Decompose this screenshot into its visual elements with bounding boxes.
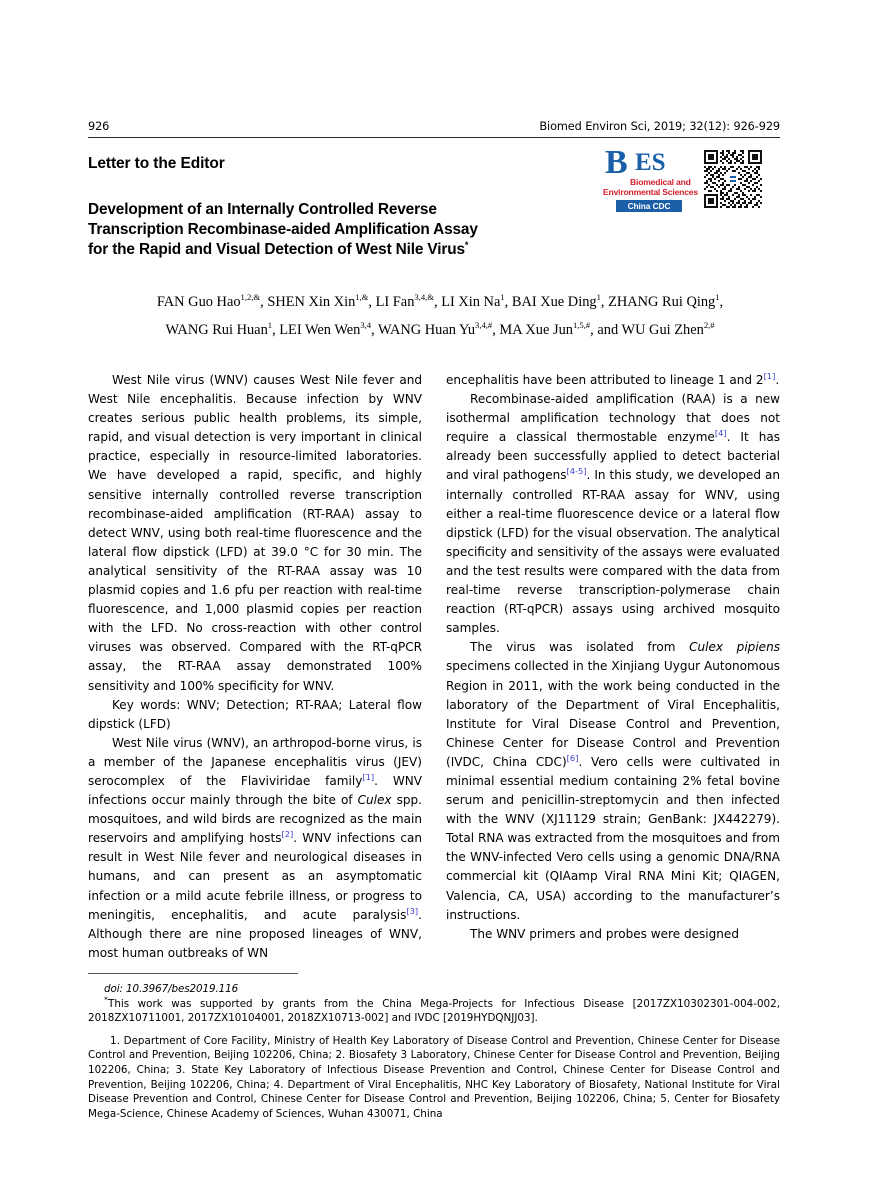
body-paragraph bbox=[88, 696, 422, 734]
body-paragraph bbox=[88, 734, 422, 963]
bes-letter-b: B bbox=[605, 144, 628, 181]
author-affiliation-marker: 3,4,& bbox=[414, 292, 434, 303]
running-head bbox=[88, 120, 780, 133]
author-name: ZHANG Rui Qing bbox=[608, 294, 716, 310]
author-affiliation-marker: 1,5,# bbox=[572, 320, 591, 331]
text-run: . It has already been successfully applied to detect bacterial and viral pathogens bbox=[446, 430, 780, 483]
bes-subtitle-line1: Biomedical and bbox=[630, 177, 691, 187]
text-run: encephalitis have been attributed to lineage 1 and 2 bbox=[446, 373, 764, 387]
text-run: . bbox=[775, 373, 780, 387]
italic-term: Culex pipiens bbox=[689, 640, 780, 655]
body-paragraph bbox=[446, 390, 780, 638]
title-line-1: Development of an Internally Controlled Reverse bbox=[88, 201, 437, 218]
text-run: . WNV infections occur mainly through the bite of bbox=[88, 773, 422, 808]
text-run: . WNV infections can result in West Nile fever and neurological diseases in humans, and can present as an asymptomatic infection or a mild acute febrile illness, or progress to meningitis, encephalitis, and acute paralysis bbox=[88, 831, 422, 922]
text-run: . Although there are nine proposed lineages of WNV, most human outbreaks of WN bbox=[88, 907, 422, 960]
citation-reference: [2] bbox=[281, 829, 294, 840]
citation-reference: [6] bbox=[566, 752, 579, 763]
author-name: LEI Wen Wen bbox=[279, 322, 361, 338]
page-number: 926 bbox=[88, 120, 110, 133]
citation-reference: [4-5] bbox=[566, 466, 587, 477]
header-divider bbox=[88, 137, 780, 138]
text-run: West Nile virus (WNV) causes West Nile fever and West Nile encephalitis. Because infection by WNV creates serious public health problems, its simple, rapid, and visual detection is very important in clinical practice, especially in resource-limited laboratories. We have developed a rapid, specific, and highly sensitive internally controlled reverse transcription recombinase-aided amplification (RT-RAA) assay to detect WNV, using both real-time fluorescence and the lateral flow dipstick (LFD) at 39.0 °C for 30 min. The analytical sensitivity of the RT-RAA assay was 10 plasmid copies and 1.6 pfu per reaction with real-time fluorescence, and 1,000 plasmid copies per reaction with the LFD. No cross-reaction with other control viruses was observed. Compared with the RT-qPCR assay, the RT-RAA assay demonstrated 100% sensitivity and 100% specificity for WNV. bbox=[88, 373, 422, 693]
section-label: Letter to the Editor bbox=[88, 155, 225, 172]
doi-text: doi: 10.3967/bes2019.116 bbox=[104, 983, 239, 995]
text-run: spp. mosquitoes, and wild birds are recognized as the main reservoirs and amplifying hosts bbox=[88, 793, 422, 846]
citation-reference: [4] bbox=[714, 428, 727, 439]
title-line-3: for the Rapid and Visual Detection of West Nile Virus bbox=[88, 241, 465, 259]
author-name: SHEN Xin Xin bbox=[267, 294, 356, 310]
text-run: specimens collected in the Xinjiang Uygur Autonomous Region in 2011, with the work being conducted in the laboratory of the Department of Viral Encephalitis, Institute for Viral Disease Control and Prevention, Chinese Center for Disease Control and Prevention (IVDC, China CDC) bbox=[446, 659, 780, 769]
bes-publisher-bar: China CDC bbox=[616, 200, 682, 212]
author-affiliation-marker: 1,2,& bbox=[240, 292, 261, 303]
body-paragraph bbox=[88, 371, 422, 696]
author-name: LI Fan bbox=[375, 294, 415, 310]
author-name: WANG Huan Yu bbox=[378, 322, 476, 338]
author-affiliation-marker: 1 bbox=[715, 292, 720, 303]
qr-code-icon bbox=[704, 150, 762, 208]
page-title bbox=[88, 200, 593, 261]
author-line-1: FAN Guo Hao$^{1,2,\&}$, SHEN Xin Xin$^{1,\&}$, LI Fan$^{3,4,\&}$, LI Xin Na$^1$, BAI Xue Ding$^1$, ZHANG Rui Qing$^1$, bbox=[156, 292, 724, 310]
text-run: The WNV primers and probes were designed bbox=[470, 926, 739, 941]
author-name: LI Xin Na bbox=[441, 294, 501, 310]
body-columns bbox=[88, 370, 780, 960]
author-affiliation-marker: 1 bbox=[596, 292, 601, 303]
author-affiliation-marker: 1 bbox=[500, 292, 505, 303]
body-paragraph bbox=[446, 638, 780, 924]
text-run: West Nile virus (WNV), an arthropod-borne virus, is a member of the Japanese encephalitis virus (JEV) serocomplex of the Flaviviridae family bbox=[88, 735, 422, 788]
citation-reference: [1] bbox=[763, 370, 776, 381]
citation-reference: [1] bbox=[362, 771, 375, 782]
footnote-divider bbox=[88, 973, 298, 974]
bes-letters-es: ES bbox=[635, 149, 666, 176]
body-paragraph bbox=[446, 371, 780, 390]
funding-text: This work was supported by grants from the China Mega-Projects for Infectious Disease [2017ZX10302301-004-002, 2018ZX10711001, 2017ZX10104001, 2018ZX10713-002] and IVDC [2019HYDQNJJ03]. bbox=[88, 997, 780, 1025]
author-name: MA Xue Jun bbox=[499, 322, 573, 338]
funding-marker: * bbox=[104, 995, 108, 1005]
author-affiliation-marker: 1,& bbox=[355, 292, 369, 303]
text-run: Recombinase-aided amplification (RAA) is a new isothermal amplification technology that does not require a classical thermostable enzyme bbox=[446, 392, 780, 445]
author-list bbox=[110, 288, 770, 344]
author-affiliation-marker: 2,# bbox=[703, 320, 715, 331]
author-affiliation-marker: 3,4 bbox=[360, 320, 372, 331]
text-run: . Vero cells were cultivated in minimal essential medium containing 2% fetal bovine serum and penicillin-streptomycin and then infected with the WNV (XJ11129 strain; GenBank: JX442279). Total RNA was extracted from the mosquitoes and from the WNV-infected Vero cells using a genomic DNA/RNA commercial kit (QIAamp Viral RNA Mini Kit; QIAGEN, Valencia, CA, USA) according to the manufacturer’s instructions. bbox=[446, 754, 780, 922]
journal-citation: Biomed Environ Sci, 2019; 32(12): 926-929 bbox=[539, 120, 780, 133]
title-footnote-marker: * bbox=[464, 240, 469, 251]
bes-subtitle-line2: Environmental Sciences bbox=[603, 187, 698, 197]
author-name: BAI Xue Ding bbox=[511, 294, 597, 310]
author-affiliation-marker: 3,4,# bbox=[475, 320, 493, 331]
text-run: Key words: WNV; Detection; RT-RAA; Lateral flow dipstick (LFD) bbox=[88, 697, 422, 731]
footnotes bbox=[88, 982, 780, 1121]
author-name: WANG Rui Huan bbox=[165, 322, 268, 338]
right-column bbox=[446, 371, 780, 951]
citation-reference: [3] bbox=[406, 905, 419, 916]
title-line-2: Transcription Recombinase-aided Amplification Assay bbox=[88, 221, 478, 239]
left-column bbox=[88, 371, 422, 960]
affiliations-text: 1. Department of Core Facility, Ministry of Health Key Laboratory of Disease Control and Prevention, Chinese Center for Disease Control and Prevention, Beijing 102206, China; 2. Biosafety 3 Laboratory, Chinese Center for Disease Control and Prevention, Beijing 102206, China; 3. State Key Laboratory of Infectious Disease Prevention and Control, Chinese Center for Disease Control and Prevention, Beijing 102206, China; 4. Department of Viral Encephalitis, NHC Key Laboratory of Biosafety, National Institute for Viral Disease Prevention and Control, Chinese Center for Disease Control and Prevention, Beijing 102206, China; 5. Center for Biosafety Mega-Science, Chinese Academy of Sciences, Wuhan 430071, China bbox=[88, 1034, 780, 1120]
funding-note bbox=[88, 997, 780, 1026]
author-name: WU Gui Zhen bbox=[621, 322, 704, 338]
author-line-2: WANG Rui Huan$^1$, LEI Wen Wen$^{3,4}$, WANG Huan $Yu^{3,4,\#}$, MA Xue Jun$^{1,5,\#}$, and WU Gui Zhen$^{2,\#}$ bbox=[165, 320, 715, 338]
bes-logo bbox=[602, 144, 698, 214]
author-name: FAN Guo Hao bbox=[156, 294, 241, 310]
body-paragraph bbox=[446, 925, 780, 944]
qr-code-svg bbox=[704, 150, 762, 208]
journal-logo-block bbox=[602, 144, 780, 216]
italic-term: Culex bbox=[357, 793, 392, 808]
text-run: . In this study, we developed an internally controlled RT-RAA assay for WNV, using either a real-time fluorescence device or a lateral flow dipstick (LFD) for the visual observation. The analytical specificity and sensitivity of the assays were evaluated and the test results were compared with the data from real-time reverse transcription-polymerase chain reaction (RT-qPCR) assays using archived mosquito samples. bbox=[446, 468, 780, 636]
text-run: The virus was isolated from bbox=[470, 640, 690, 655]
author-affiliation-marker: 1 bbox=[267, 320, 273, 331]
